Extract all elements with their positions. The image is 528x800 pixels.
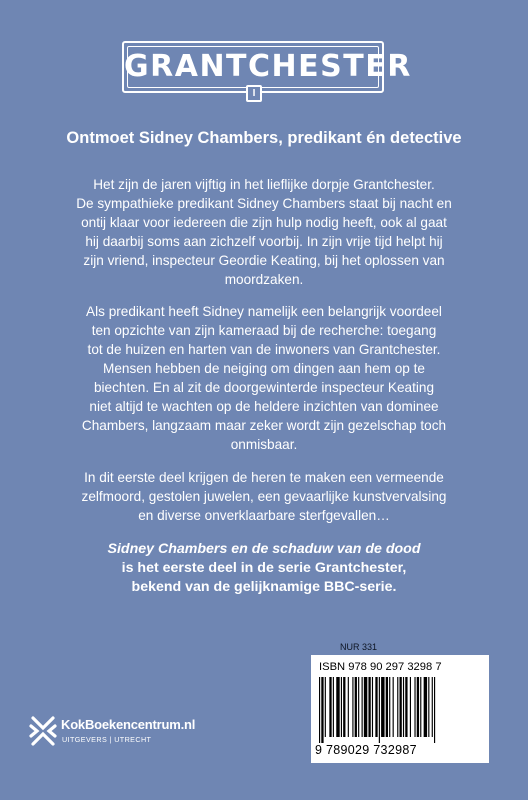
barcode-bar [362, 677, 363, 737]
barcode-bar [389, 677, 390, 737]
barcode-bar [355, 677, 357, 737]
barcode-bar [397, 677, 398, 737]
blurb-line: niet altijd te wachten op de heldere inzichten van dominee [89, 399, 439, 414]
barcode-bar [400, 677, 402, 737]
blurb-line: hij daarbij soms aan zichzelf voorbij. In zijn vrije tijd helpt hij [85, 234, 443, 249]
series-statement-line: bekend van de gelijknamige BBC-serie. [131, 579, 397, 595]
barcode-bar [379, 677, 380, 743]
volume-badge: I [246, 85, 262, 102]
blurb-line: ontij klaar voor iedereen die zijn hulp nodig heeft, ook al gaat [81, 215, 447, 230]
barcode-bar [428, 677, 429, 737]
blurb-paragraph-3 [40, 468, 488, 525]
ean-digits: 9 789029 732987 [315, 743, 417, 757]
series-statement-line: is het eerste deel in de serie Grantchester, [121, 560, 407, 576]
barcode-bar [372, 677, 373, 737]
barcode-bar [341, 677, 342, 737]
series-title: GRANTCHESTER [124, 49, 412, 84]
barcode-bar [343, 677, 345, 737]
barcode-bar [358, 677, 359, 737]
nur-code: NUR 331 [340, 642, 378, 652]
publisher-name: KokBoekencentrum.nl [61, 717, 196, 732]
barcode-bar [403, 677, 404, 737]
blurb-line: zijn vriend, inspecteur Geordie Keating, bij het oplossen van [83, 253, 445, 268]
series-statement [40, 540, 488, 597]
barcode-bar [352, 677, 353, 737]
blurb-line: zelfmoord, gestolen juwelen, een gevaarlijke kunstvervalsing [81, 489, 447, 504]
blurb-paragraph-2 [40, 302, 488, 454]
blurb-line: tot de huizen en harten van de inwoners van Grantchester. [87, 342, 441, 357]
blurb-line: Als predikant heeft Sidney namelijk een belangrijk voordeel [86, 304, 442, 319]
blurb-line: moordzaken. [224, 272, 304, 287]
barcode-bar [381, 677, 384, 737]
barcode-bar [417, 677, 419, 737]
barcode-bar [364, 677, 367, 737]
isbn-label: ISBN 978 90 297 3298 7 [319, 661, 442, 673]
barcode-bar [405, 677, 407, 737]
blurb-line: Chambers, langzaam maar zeker wordt zijn gezelschap toch [81, 418, 447, 433]
barcode-bar [434, 677, 435, 743]
barcode-bar [348, 677, 349, 737]
blurb-paragraph-1 [40, 175, 488, 289]
blurb-line: onmisbaar. [230, 437, 298, 452]
barcode-bar [329, 677, 331, 737]
tagline: Ontmoet Sidney Chambers, predikant én detective [66, 129, 462, 147]
barcode-bar [336, 677, 339, 737]
blurb-line: ten opzichte van zijn kameraad bij de recherche: toegang [91, 323, 437, 338]
barcode-bar [424, 677, 427, 737]
publisher-logo [28, 714, 248, 759]
barcode-bar [319, 677, 320, 743]
barcode-bar [414, 677, 415, 737]
barcode-bar [333, 677, 334, 737]
barcode-panel [311, 655, 489, 763]
barcode-bar [393, 677, 394, 737]
barcode-bar [410, 677, 411, 737]
barcode-bar [420, 677, 421, 737]
book-title: Sidney Chambers en de schaduw van de dood [107, 541, 421, 557]
barcode-graphic [317, 677, 483, 743]
blurb-line: De sympathieke predikant Sidney Chambers staat bij nacht en [76, 196, 452, 211]
barcode-bar [368, 677, 370, 737]
barcode-bar [432, 677, 433, 737]
publisher-mark-icon [28, 714, 58, 748]
blurb-line: In dit eerste deel krijgen de heren te maken een vermeende [84, 470, 444, 485]
blurb-line: en diverse onverklaarbare sterfgevallen… [138, 508, 390, 523]
publisher-location: UITGEVERS | UTRECHT [62, 735, 152, 744]
barcode-bar [325, 677, 326, 737]
blurb-line: biechten. En al zit de doorgewinterde inspecteur Keating [93, 380, 435, 395]
barcode-bar [386, 677, 388, 737]
blurb-line: Mensen hebben de neiging om dingen aan hem op te [103, 361, 425, 376]
barcode-bar [321, 677, 323, 743]
barcode-bar [375, 677, 377, 737]
blurb-line: Het zijn de jaren vijftig in het lieflijke dorpje Grantchester. [93, 177, 435, 192]
